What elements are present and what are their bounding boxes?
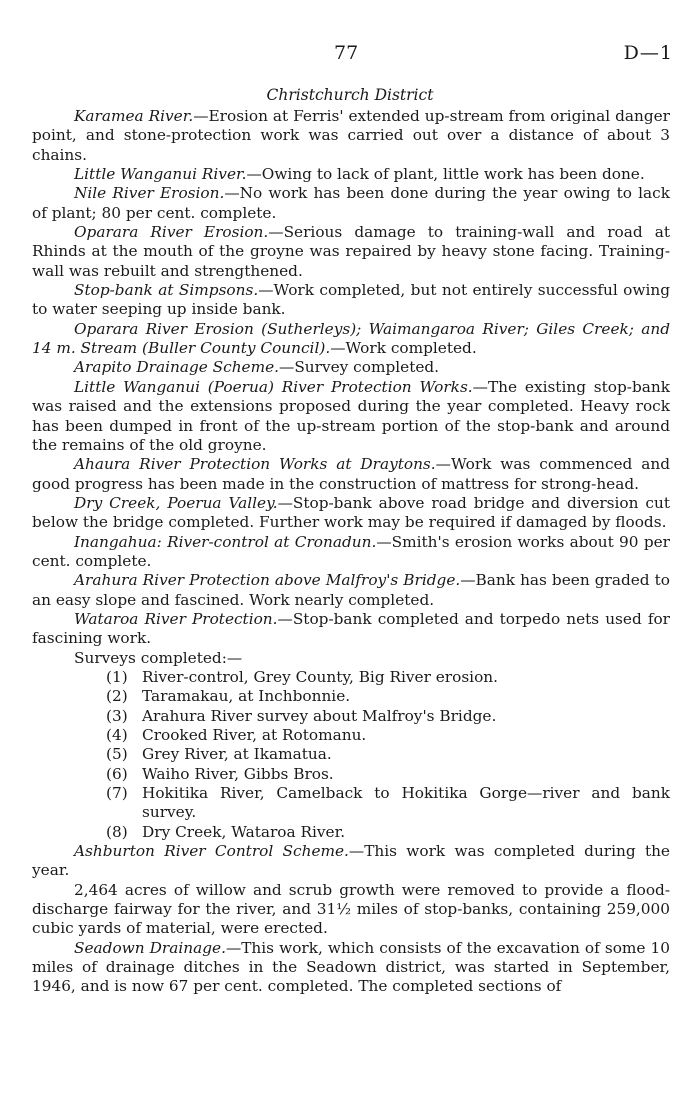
list-item-number: (4) xyxy=(106,726,128,744)
entry-title: Stop-bank at Simpsons. xyxy=(74,281,259,300)
list-item-number: (8) xyxy=(106,822,128,841)
document-body xyxy=(32,107,670,997)
entry-text: —This work was completed during the year. xyxy=(32,842,670,880)
entry-text: —Work completed, but not entirely successful owing to water seeping up inside bank. xyxy=(32,281,670,319)
entry-text: —Smith's erosion works about 90 per cent. complete. xyxy=(32,532,670,570)
entry-title: Karamea River. xyxy=(74,107,194,125)
list-item-text: Arahura River survey about Malfroy's Bridge. xyxy=(142,706,497,725)
list-item xyxy=(32,823,670,842)
list-item-text: Dry Creek, Wataroa River. xyxy=(142,822,346,841)
section-heading: Christchurch District xyxy=(266,86,434,104)
entry-title: Oparara River Erosion. xyxy=(74,223,269,242)
paragraph-little-wanganui xyxy=(32,165,670,184)
list-item-number: (7) xyxy=(106,784,128,803)
list-item-number: (3) xyxy=(106,706,128,725)
list-item-number: (6) xyxy=(106,764,128,783)
entry-title: Little Wanganui River. xyxy=(74,165,247,184)
paragraph-ashburton xyxy=(32,842,670,881)
paragraph-ashburton-details: 2,464 acres of willow and scrub growth were removed to provide a flood-discharge fairway for the river, and 31½ miles of stop-banks, containing 259,000 cubic yards of material, were erected. xyxy=(32,880,670,938)
list-item xyxy=(32,687,670,706)
paragraph-wataroa xyxy=(32,610,670,649)
survey-list xyxy=(32,668,670,842)
list-item-text: River-control, Grey County, Big River erosion. xyxy=(142,667,498,686)
surveys-intro: Surveys completed:— xyxy=(74,648,243,667)
list-item xyxy=(32,765,670,784)
entry-title: Seadown Drainage. xyxy=(74,938,226,957)
list-item-number: (5) xyxy=(106,745,128,764)
list-item xyxy=(32,784,670,823)
entry-title: Inangahua: River-control at Cronadun. xyxy=(74,532,377,551)
paragraph-inangahua xyxy=(32,533,670,572)
entry-title: Oparara River Erosion (Sutherleys); Waimangaroa River; Giles Creek; and 14 m. Stream (Buller County Council). xyxy=(32,319,670,358)
paragraph-oparara-erosion xyxy=(32,223,670,281)
document-code: D—1 xyxy=(623,42,673,64)
entry-title: Little Wanganui (Poerua) River Protection Works. xyxy=(74,377,473,396)
entry-text: —This work, which consists of the excavation of some 10 miles of drainage ditches in the Seadown district, was started in September, 1946, and is now 67 per cent. completed. The completed sections of xyxy=(32,938,670,996)
entry-text: —Stop-bank above road bridge and diversion cut below the bridge completed. Further work may be required if damaged by floods. xyxy=(32,493,670,532)
entry-text: —Survey completed. xyxy=(279,358,440,377)
entry-title: Wataroa River Protection. xyxy=(74,609,278,628)
paragraph-arapito xyxy=(32,358,670,377)
entry-text: —Stop-bank completed and torpedo nets used for fascining work. xyxy=(32,609,670,648)
entry-title: Nile River Erosion. xyxy=(74,184,225,203)
entry-text: —Work completed. xyxy=(330,339,477,358)
entry-text: —Erosion at Ferris' extended up-stream from original danger point, and stone-protection work was carried out over a distance of about 3 chains. xyxy=(32,107,670,164)
entry-text: —Owing to lack of plant, little work has been done. xyxy=(246,165,645,184)
paragraph-karamea xyxy=(32,107,670,165)
paragraph-arahura xyxy=(32,571,670,610)
entry-text: —Bank has been graded to an easy slope and fascined. Work nearly completed. xyxy=(32,571,670,609)
list-item-text: Waiho River, Gibbs Bros. xyxy=(142,764,334,783)
paragraph-poerua-protection xyxy=(32,378,670,455)
entry-title: Dry Creek, Poerua Valley. xyxy=(74,493,278,512)
entry-title: Ashburton River Control Scheme. xyxy=(74,842,349,861)
list-item xyxy=(32,745,670,764)
entry-title: Arahura River Protection above Malfroy's Bridge. xyxy=(74,571,461,590)
paragraph-oparara-sutherleys xyxy=(32,320,670,359)
paragraph-nile-river xyxy=(32,184,670,223)
list-item-text: Crooked River, at Rotomanu. xyxy=(142,726,367,744)
list-item-text: Taramakau, at Inchbonnie. xyxy=(142,687,351,706)
paragraph-seadown xyxy=(32,939,670,997)
list-item-text: Hokitika River, Camelback to Hokitika Gorge—river and bank survey. xyxy=(142,784,670,822)
entry-title: Ahaura River Protection Works at Draytons. xyxy=(74,455,436,474)
list-item xyxy=(32,707,670,726)
entry-text: —The existing stop-bank was raised and the extensions proposed during the year completed. Heavy rock has been dumped in front of the up-stream portion of the stop-bank and around the remains of the old groyne. xyxy=(32,377,671,454)
entry-title: Arapito Drainage Scheme. xyxy=(74,358,280,377)
paragraph-ahaura xyxy=(32,455,670,494)
list-item-number: (2) xyxy=(106,687,128,706)
entry-text: —Work was commenced and good progress has been made in the construction of mattress for strong-head. xyxy=(32,455,670,493)
entry-text: —No work has been done during the year owing to lack of plant; 80 per cent. complete. xyxy=(32,184,671,222)
paragraph-dry-creek xyxy=(32,494,670,533)
list-item xyxy=(32,726,670,745)
entry-text: —Serious damage to training-wall and road at Rhinds at the mouth of the groyne was repaired by heavy stone facing. Training-wall was rebuilt and strengthened. xyxy=(32,223,670,280)
list-item-text: Grey River, at Ikamatua. xyxy=(142,745,332,764)
page-header xyxy=(0,42,700,72)
paragraph-simpsons xyxy=(32,281,670,320)
list-item xyxy=(32,668,670,687)
page-number: 77 xyxy=(334,42,359,64)
list-item-number: (1) xyxy=(106,667,128,686)
